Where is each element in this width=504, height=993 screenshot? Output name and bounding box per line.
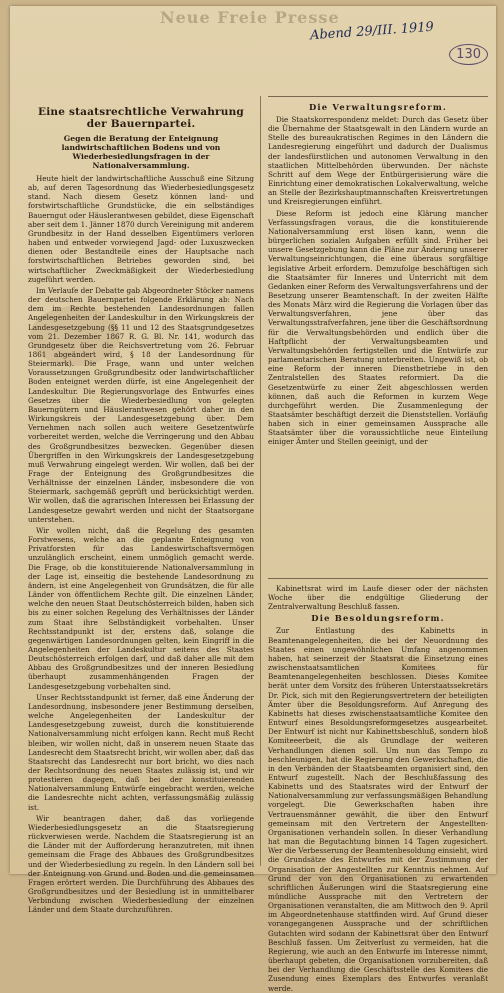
newspaper-clipping xyxy=(10,6,496,993)
section-rule xyxy=(268,578,488,579)
right-column-bottom xyxy=(268,584,488,993)
left-column xyxy=(28,102,254,915)
article-paragraph: Wir beantragen daher, daß das vorliegende Wiederbesiedlungsgesetz an die Staatsregierung rückverwiesen werde. Nachdem die Staatsregierung ist an die Länder mit der Aufforderung heranzutreten, mit ihnen gemeinsam die Frage des Abbaues des Großgrundbesitzes und der Wiederbesiedlung zu regeln. In den Ländern soll bei der Enteignung von Grund und Boden und die gemeinsamen Fragen erörtert werden. Die Durchführung des Abbaues des Großgrundbesitzes und der Besiedlung ist in unmittelbarer Verbindung zwischen Wiederbesiedlung der einzelnen Länder und dem Staate durchzuführen. xyxy=(28,813,254,915)
article-paragraph: Die Staatskorrespondenz meldet: Durch das Gesetz über die Übernahme der Staatsgewalt in den Ländern wurde an Stelle des bureaukratischen Regimes in den Ländern die Landesregierung eingeführt und dadurch der Dualismus der landesfürstlichen und autonomen Verwaltung in den staatlichen Mittelbehörden überwunden. Der nächste Schritt auf dem Wege der Entbürgerisierung wäre die Einrichtung einer demokratischen Lokalverwaltung, welche an Stelle der Bezirkshauptmannschaften Kreisvertretungen und Kreisregierungen einführt. xyxy=(268,115,488,207)
article-paragraph: Diese Reform ist jedoch eine Klärung mancher Verfassungsfragen voraus, die die konstituierende Nationalversammlung erst lösen kann, wenn die bürgerlichen sozialen Aufgaben erfüllt sind. Früher bei unsere Gesetzgebung kann die Pläne zur Änderung unserer Verwaltungseinrichtungen, die eine überaus sorgfältige legislative Arbeit erfordern. Demzufolge beschäftigen sich die Staatsämter für Inneres und Unterricht mit dem Gedanken einer Reform des Verwaltungsverfahrens und der Besetzung unserer Beamtenschaft. In der zweiten Hälfte des Monats März wird die Regierung die Vorlagen über das Verwaltungsverfahren, jene über das Verwaltungsstrafverfahren, jene über die Geschäftsordnung für die Verwaltungsbehörden und endlich über die Haftpflicht der Verwaltungsbeamten und Verwaltungsbehörden fertigstellen und die Entwürfe zur parlamentarischen Beratung unterbreiten. Ungewiß ist, ob eine Reform der inneren Dienstbetriebe in den Zentralstellen des Staates reformiert. Da die Gesetzentwürfe zu einer Zeit abgeschlossen werden können, daß auch die Reformen in kurzem Wege durchgeführt werden. Die Zusammenlegung der Staatsämter beschäftigt derzeit die Dienststellen. Vorläufig haben sich in einer gemeinsamen Aussprache alle Staatsämter über die voraussichtliche neue Einteilung einiger Ämter und Stellen geeinigt, und der xyxy=(268,208,488,447)
section-rule xyxy=(268,96,488,97)
column-divider xyxy=(260,96,261,866)
article-paragraph: Wir wollen nicht, daß die Regelung des gesamten Forstwesens, welche an die geplante Enteignung von Privatforsten für das Landeswirtschaftsvermögen unzulänglich erscheint, einem unmöglich gemacht werde. Die Frage, ob die konstituierende Nationalversammlung in der Lage ist, einseitig die bestehende Landesordnung zu ändern, ist eine Angelegenheit von Grundsätzen, die für alle Länder von öffentlichem Rechte gilt. Die einzelnen Länder, welche den neuen Staat Deutschösterreich bilden, haben sich bis zu einer solchen Regelung des Verhältnisses der Länder zum Staat ihre Selbständigkeit vorbehalten. Unser Rechtsstandpunkt ist der, erstens daß, solange die gegenwärtigen Landesordnungen gelten, kein Eingriff in die Angelegenheiten der Landeskultur seitens des Staates Deutschösterreich erfolgen darf, und daß daher alle mit dem Abbau des Großgrundbesitzes und der inneren Besiedlung überhaupt zusammenhängenden Fragen der Landesgesetzgebung vorbehalten sind. xyxy=(28,525,254,691)
article-headline: Eine staatsrechtliche Verwahrung der Bauernpartei. xyxy=(38,106,244,130)
right-column-top xyxy=(268,102,488,572)
catalog-number: 130 xyxy=(449,44,488,65)
article-paragraph: Zur Entlastung des Kabinetts in Beamtenangelegenheiten, die bei der Neuordnung des Staates einen ungewöhnlichen Umfang angenommen haben, hat seinerzeit der Staatsrat die Einsetzung eines zwischenstaatsamtlichen Komitees für Beamtenangelegenheiten beschlossen. Dieses Komitee berät unter dem Vorsitz des früheren Unterstaatssekretärs Dr. Pick, sich mit den Regierungsvertretern der beteiligten Ämter über die Besoldungsreform. Auf Anregung des Kabinetts hat dieses zwischenstaatsamtliche Komitee den Entwurf eines Besoldungsreformgesetzes ausgearbeitet. Der Entwurf ist nicht nur Kabinettsbeschluß, sondern bloß Komiteeerbeit, die als Grundlage der weiteren Verhandlungen dienen soll. Um nun das Tempo zu beschleunigen, hat die Regierung den Gewerkschaften, die in den Verbänden der Staatsbeamten organisiert sind, den Entwurf zugestellt. Nach der Beschlußfassung des Kabinetts und des Staatsrates wird der Entwurf der Nationalversammlung zur verfassungsmäßigen Behandlung vorgelegt. Die Gewerkschaften haben ihre Vertrauensmänner gewählt, die über den Entwurf gemeinsam mit den Vertretern der Angestellten-Organisationen verhandeln sollen. In dieser Verhandlung hat man die Begutachtung binnen 14 Tagen zugesichert. Wer die Verbesserung der Beamtenbesoldung einsieht, wird die Grundsätze des Entwurfes mit der Zustimmung der Organisation der Angestellten zur Kenntnis nehmen. Auf Grund der von den Organisationen zu erwartenden schriftlichen Äußerungen wird die Staatsregierung eine mündliche Aussprache mit den Vertretern der Organisationen veranstalten, die am Mittwoch den 9. April im Abgeordnetenhause stattfinden wird. Auf Grund dieser vorangegangenen Aussprache und der schriftlichen Gutachten wird sodann der Kabinettsrat über den Entwurf Beschluß fassen. Um Zeitverlust zu vermeiden, hat die Regierung, wie auch an den Entwurfe im Interesse nimmt, überhaupt gebeten, die Organisationen vorzubereiten, daß bei der Verhandlung die Geschäftsstelle des Komitees die Zusendung eines Exemplars des Entwurfes veranlaßt werde. xyxy=(268,626,488,993)
article-paragraph: Im Verlaufe der Debatte gab Abgeordneter Stöcker namens der deutschen Bauernpartei folgende Erklärung ab: Nach dem im Rechte bestehenden Landesordnungen fallen Angelegenheiten der Landeskultur in den Wirkungskreis der Landesgesetzgebung (§§ 11 und 12 des Staatsgrundgesetzes vom 21. Dezember 1867 R. G. Bl. Nr. 141, wodurch das Grundgesetz über die Reichsvertretung vom 26. Februar 1861 abgeändert wird, § 18 der Landesordnung für Steiermark). Die Frage, wann und unter welchen Voraussetzungen Großgrundbesitz oder landwirtschaftlicher Boden enteignet werden dürfe, ist eine Angelegenheit der Landeskultur. Die Regierungsvorlage des Entwurfes eines Gesetzes über die Wiederbesiedlung von gelegten Bauerngütern und Häuslerantwesen gehört daher in den Wirkungskreis der Landesgesetzgebung über. Dem Vernehmen nach sollen auch weitere Gesetzentwürfe vorbereitet werden, welche die Verringerung und den Abbau des Großgrundbesitzes bezwecken. Gegenüber diesen Übergriffen in den Wirkungskreis der Landesgesetzgebung muß Verwahrung eingelegt werden. Wir wollen, daß bei der Frage der Enteignung des Großgrundbesitzes die Verhältnisse der einzelnen Länder, insbesondere die von Steiermark, sachgemäß geprüft und berücksichtigt werden. Wir wollen, daß die agrarischen Interessen bei Erlassung der Landesgesetze gewahrt werden und nicht der Staatsorgane unterstehen. xyxy=(28,285,254,524)
article-paragraph: Kabinettsrat wird im Laufe dieser oder der nächsten Woche über die endgültige Gliederung der Zentralverwaltung Beschluß fassen. xyxy=(268,584,488,612)
handwritten-date-note: Abend 29/III. 1919 xyxy=(309,19,435,44)
masthead: Neue Freie Presse xyxy=(160,8,340,27)
section-heading: Die Besoldungsreform. xyxy=(311,613,445,624)
article-paragraph: Heute hielt der landwirtschaftliche Ausschuß eine Sitzung ab, auf deren Tagesordnung das Wiederbesiedlungsgesetz stand. Nach diesem Gesetz können land- und forstwirtschaftliche Grundstücke, die ein selbständiges Bauerngut oder Häuslerantwesen gebildet, diese Eigenschaft aber seit dem 1. Jänner 1870 durch Vereinigung mit anderem Grundbesitz in der Hand desselben Eigentümers verloren haben und entweder vorwiegend Jagd- oder Luxuszwecken dienen oder Bestandteile eines der Hauptsache nach forstwirtschaftlichen Betriebes geworden sind, bei wirtschaftlicher Zweckmäßigkeit der Wiederbesiedlung zugeführt werden. xyxy=(28,174,254,284)
article-subhead: Gegen die Beratung der Enteignung landwirtschaftlichen Bodens und von Wiederbesiedlungsfragen in der Nationalversammlung. xyxy=(61,134,221,170)
article-paragraph: Unser Rechtsstandpunkt ist ferner, daß eine Änderung der Landesordnung, insbesondere jener Bestimmung derselben, welche Angelegenheiten der Landeskultur der Landesgesetzgebung zuweist, durch die konstituierende Nationalversammlung nicht erfolgen kann. Recht muß Recht bleiben, wir wollen nicht, daß in unserem neuen Staate das Landesrecht dem Staatsrecht bricht, wir wollen aber, daß das Staatsrecht das Landesrecht nur bort bricht, wo dies nach der Rechtsordnung des neuen Staates zulässig ist, und wir protestieren dagegen, daß bei der konstituierenden Nationalversammlung Entwürfe eingebracht werden, welche die Landesrechte nicht achten, verfassungsmäßig zulässig ist. xyxy=(28,692,254,812)
section-heading: Die Verwaltungsreform. xyxy=(308,102,448,112)
